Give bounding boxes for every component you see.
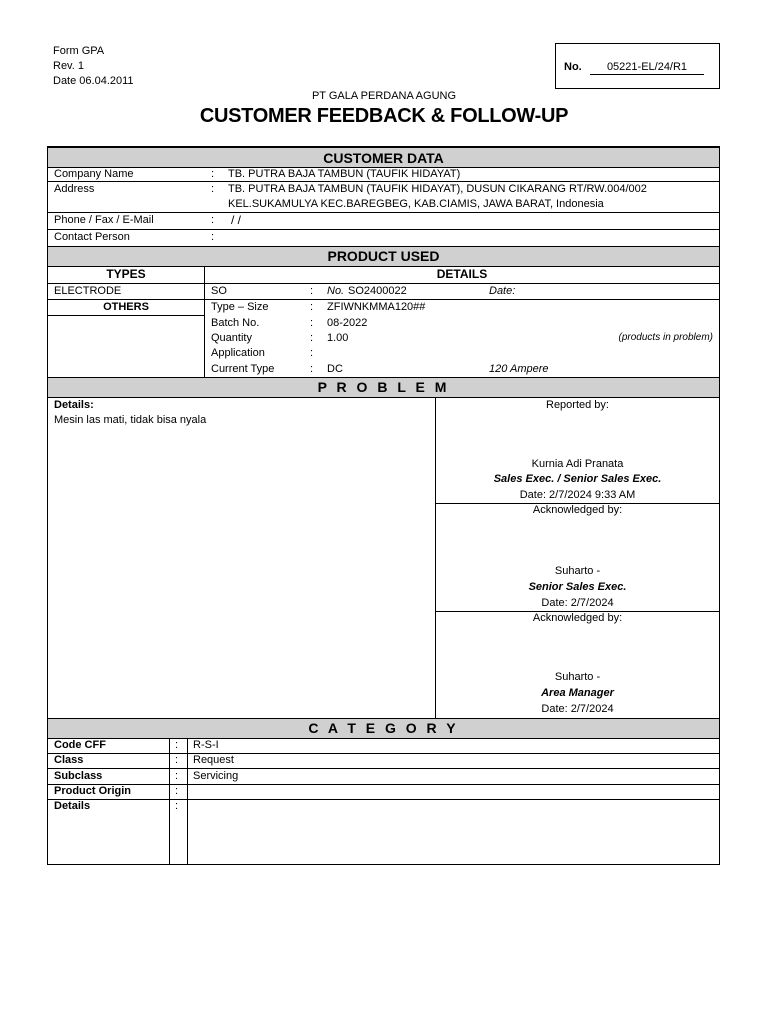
current-type-label: Current Type bbox=[211, 363, 275, 375]
form-revision: Rev. 1 bbox=[53, 60, 84, 72]
subclass-label: Subclass bbox=[54, 770, 103, 782]
address-line-2: KEL.SUKAMULYA KEC.BAREGBEG, KAB.CIAMIS, JAWA BARAT, Indonesia bbox=[228, 198, 604, 210]
reported-by-date: Date: 2/7/2024 9:33 AM bbox=[519, 489, 636, 501]
quantity-value: 1.00 bbox=[327, 332, 349, 344]
page-title: CUSTOMER FEEDBACK & FOLLOW-UP bbox=[199, 105, 569, 127]
category-details-label: Details bbox=[54, 800, 91, 812]
colon: : bbox=[175, 770, 179, 782]
problem-details-text: Mesin las mati, tidak bisa nyala bbox=[54, 414, 207, 426]
current-ampere: 120 Ampere bbox=[489, 363, 549, 375]
column-divider bbox=[435, 398, 436, 718]
type-size-value: ZFIWNKMMA120## bbox=[327, 301, 426, 313]
document-number-value: 05221-EL/24/R1 bbox=[590, 61, 704, 75]
customer-data-heading: CUSTOMER DATA bbox=[48, 147, 719, 168]
acknowledged-1-name: Suharto - bbox=[554, 565, 601, 577]
row-divider bbox=[48, 768, 719, 769]
row-divider bbox=[48, 799, 719, 800]
acknowledged-2-role: Area Manager bbox=[541, 687, 614, 699]
company-value: TB. PUTRA BAJA TAMBUN (TAUFIK HIDAYAT) bbox=[228, 168, 461, 180]
document-number-label: No. bbox=[564, 61, 582, 73]
quantity-note: (products in problem) bbox=[618, 332, 713, 343]
category-heading: C A T E G O R Y bbox=[48, 718, 719, 739]
row-divider bbox=[48, 315, 204, 316]
class-label: Class bbox=[54, 754, 84, 766]
current-type-value: DC bbox=[327, 363, 343, 375]
problem-heading: P R O B L E M bbox=[48, 377, 719, 398]
phone-value: / / bbox=[231, 213, 242, 227]
row-divider bbox=[48, 181, 719, 182]
colon: : bbox=[310, 332, 314, 344]
row-divider bbox=[48, 212, 719, 213]
row-divider bbox=[48, 753, 719, 754]
so-label: SO bbox=[211, 285, 227, 297]
colon: : bbox=[175, 739, 179, 751]
class-value: Request bbox=[193, 754, 234, 766]
colon: : bbox=[175, 754, 179, 766]
company-label: Company Name bbox=[54, 168, 134, 180]
colon: : bbox=[310, 285, 314, 297]
application-label: Application bbox=[211, 347, 265, 359]
address-label: Address bbox=[54, 183, 95, 195]
quantity-label: Quantity bbox=[211, 332, 252, 344]
acknowledged-2-name: Suharto - bbox=[554, 671, 601, 683]
product-used-heading: PRODUCT USED bbox=[48, 246, 719, 267]
colon: : bbox=[211, 183, 215, 195]
problem-details-label: Details: bbox=[54, 399, 94, 411]
form-date: Date 06.04.2011 bbox=[53, 75, 134, 87]
document-number-box bbox=[555, 43, 720, 89]
acknowledged-1-role: Senior Sales Exec. bbox=[528, 581, 627, 593]
colon: : bbox=[211, 168, 215, 180]
product-origin-label: Product Origin bbox=[54, 785, 131, 797]
colon: : bbox=[175, 800, 179, 812]
colon: : bbox=[211, 231, 215, 243]
subclass-value: Servicing bbox=[193, 770, 239, 782]
code-cff-label: Code CFF bbox=[54, 739, 106, 751]
type-electrode: ELECTRODE bbox=[54, 285, 122, 297]
so-date-label: Date: bbox=[489, 285, 516, 297]
type-others: OTHERS bbox=[103, 301, 149, 313]
types-header: TYPES bbox=[106, 267, 146, 281]
acknowledged-1-label: Acknowledged by: bbox=[532, 504, 623, 516]
reported-by-name: Kurnia Adi Pranata bbox=[531, 458, 624, 470]
code-cff-value: R-S-I bbox=[193, 739, 219, 751]
row-divider bbox=[48, 784, 719, 785]
colon: : bbox=[310, 347, 314, 359]
column-divider bbox=[169, 739, 170, 865]
column-divider bbox=[204, 267, 205, 377]
colon: : bbox=[310, 363, 314, 375]
so-number-value: SO2400022 bbox=[348, 285, 407, 297]
batch-label: Batch No. bbox=[211, 317, 260, 329]
reported-by-label: Reported by: bbox=[546, 399, 609, 411]
phone-label: Phone / Fax / E-Mail bbox=[54, 214, 154, 226]
details-header: DETAILS bbox=[436, 267, 488, 281]
colon: : bbox=[175, 785, 179, 797]
feedback-form bbox=[47, 146, 720, 865]
row-divider bbox=[48, 299, 719, 300]
company-name: PT GALA PERDANA AGUNG bbox=[311, 90, 457, 102]
column-divider bbox=[187, 739, 188, 865]
contact-label: Contact Person bbox=[54, 231, 130, 243]
acknowledged-2-date: Date: 2/7/2024 bbox=[541, 703, 614, 715]
form-meta bbox=[53, 44, 134, 89]
batch-value: 08-2022 bbox=[327, 317, 368, 329]
colon: : bbox=[310, 317, 314, 329]
reported-by-role: Sales Exec. / Senior Sales Exec. bbox=[493, 473, 662, 485]
row-divider bbox=[48, 229, 719, 230]
so-number-prefix: No. bbox=[327, 285, 345, 297]
type-size-label: Type – Size bbox=[211, 301, 269, 313]
acknowledged-1-date: Date: 2/7/2024 bbox=[541, 597, 614, 609]
row-divider bbox=[48, 283, 719, 284]
acknowledged-2-label: Acknowledged by: bbox=[532, 612, 623, 624]
colon: : bbox=[211, 214, 215, 226]
colon: : bbox=[310, 301, 314, 313]
address-line-1: TB. PUTRA BAJA TAMBUN (TAUFIK HIDAYAT), DUSUN CIKARANG RT/RW.004/002 bbox=[228, 183, 647, 195]
form-code: Form GPA bbox=[53, 45, 105, 57]
